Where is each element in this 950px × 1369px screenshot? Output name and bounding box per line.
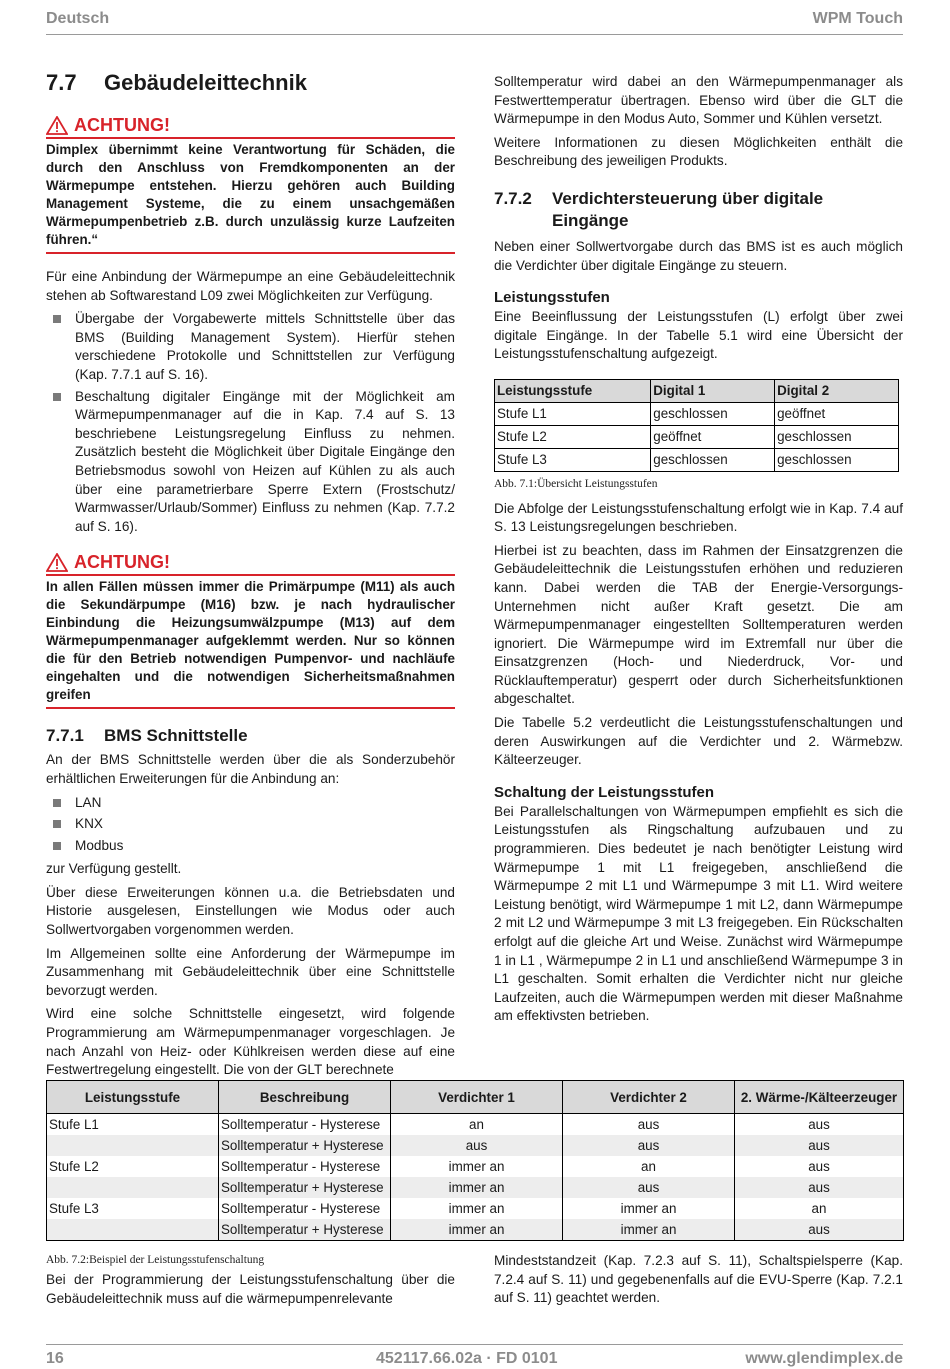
paragraph: An der BMS Schnittstelle werden über die als Sonderzubehör erhältlichen Erweiterungen für die Anbindung an: — [46, 752, 455, 786]
table-row: Stufe L1 geschlossen geöffnet — [495, 402, 899, 425]
table-row: Stufe L1 Solltemperatur - Hysterese an aus aus — [47, 1114, 904, 1136]
paragraph: Über diese Erweiterungen können u.a. die Betriebsdaten und Historie ausgelesen, Einstellungen wie Modus oder auch Sollwertvorgaben vorgenommen werden. — [46, 884, 455, 938]
figure-caption: Abb. 7.1:Übersicht Leistungsstufen — [494, 477, 658, 490]
left-column — [46, 70, 455, 1085]
paragraph: Für eine Anbindung der Wärmepumpe an eine Gebäudeleittechnik stehen ab Softwarestand L09 zwei Möglichkeiten zur Verfügung. — [46, 269, 455, 303]
paragraph: Bei Parallelschaltungen von Wärmepumpen empfiehlt es sich die Leistungsstufen als Ringschaltung aufzubauen und zu programmieren. Dies bedeutet je nach benötigter Leistung wird Wärmepumpe 1 mit L1 freigegeben, anschließend die Wärmepumpe 2 mit L1 und Wärmepumpe 3 mit L1. Wird weitere Leistung benötigt, wird Wärmepumpe 1 mit L2, dann Wärmepumpe 2 mit L2 und Wärmepumpe 3 mit L3 freigegeben. Ein Rückschalten erfolgt auf die gleiche Art und Weise. Zunächst wird Wärmepumpe 1 in L1 , Wärmepumpe 2 in L1 und anschließend Wärmepumpe 3 in L1 geschalten. Somit erhalten die Verdichter nicht nur gleiche Laufzeiten, auch die Wärmepumpen werden mit dieser Maßnahme am effektivsten betrieben. — [494, 803, 903, 1024]
website-link[interactable]: www.glendimplex.de — [745, 1350, 903, 1367]
paragraph: Eine Beeinflussung der Leistungsstufen (L) erfolgt über zwei digitale Eingänge. In der Tabelle 5.1 wird eine Übersicht der Leistungsstufenschaltung aufgezeigt. — [494, 309, 903, 362]
subheading-schaltung: Schaltung der Leistungsstufen — [494, 783, 715, 801]
list-item: Übergabe der Vorgabewerte mittels Schnittstelle über das BMS (Building Management System). Hierfür stehen verschiedene Protokolle und Schnittstellen zur Verfügung (Kap. 7.7.1 auf S. 16). — [46, 310, 455, 384]
paragraph: Neben einer Sollwertvorgabe durch das BMS ist es auch möglich die Verdichter über digitale Eingänge zu steuern. — [494, 238, 903, 273]
document-number: 452117.66.02a · FD 0101 — [376, 1350, 558, 1367]
paragraph: Im Allgemeinen sollte eine Anforderung der Wärmepumpe im Zusammenhang mit Gebäudeleittechnik über eine Schnittstelle bevorzugt werden. — [46, 945, 455, 998]
paragraph: Hierbei ist zu beachten, dass im Rahmen der Einsatzgrenzen die Gebäudeleittechnik die Leistungsstufen erhöhen und reduzieren kann. Dabei werden die TAB der Energie-Versorgungs-Unternehmen nicht außer Kraft gesetzt. Die am Wärmepumpenmanager eingestellten Solltemperaturen werden ignoriert. Die Wärmepumpe wird im Extremfall nur über die Einsatzgrenzen (Hoch- und Niederdruck, Vor- und Rücklauftemperatur) gesperrt oder durch Sicherheitsfunktionen abgeschaltet. — [494, 542, 903, 707]
warning-text: In allen Fällen müssen immer die Primärpumpe (M11) als auch die Sekundärpumpe (M16) bzw. je nach hydraulischer Einbindung die Heizungsumwälzpumpe (M13) auf dem Wärmepumpenmanager aufgeklemmt werden. Nur so können die für den Betrieb notwendigen Pumpenvor- und nachläufe eingehalten und die notwendigen Sicherheitsmaßnahmen greifen — [46, 576, 455, 709]
right-column — [494, 73, 903, 1031]
figure-caption: Abb. 7.2:Beispiel der Leistungsstufenschaltung — [46, 1254, 265, 1266]
warning-icon — [46, 553, 68, 572]
bottom-left-text — [46, 1271, 455, 1313]
bottom-right-text — [494, 1252, 903, 1313]
table-row: Stufe L3 Solltemperatur - Hysterese immer an immer an an — [47, 1198, 904, 1219]
page-header — [46, 8, 903, 35]
warning-title: ACHTUNG! — [46, 114, 455, 139]
warning-icon — [46, 116, 68, 135]
header-language: Deutsch — [46, 10, 110, 27]
paragraph: Bei der Programmierung der Leistungsstufenschaltung über die Gebäudeleittechnik muss auf die wärmepumpenrelevante — [46, 1272, 455, 1306]
paragraph: Solltemperatur wird dabei an den Wärmepumpenmanager als Festwerttemperatur übertragen. Ebenso wird über die GLT die Wärmepumpe in den Modus Auto, Sommer und Kühlen versetzt. — [494, 74, 903, 127]
warning-text: Dimplex übernimmt keine Verantwortung für Schäden, die durch den Anschluss von Fremdkomponenten an der Wärmepumpe entstehen. Hierzu gehören auch Building Management Systeme, die zu einem unsachgemäßen Wärmepumpenbetrieb z.B. durch unzulässig kurze Laufzeiten führen.“ — [46, 139, 455, 254]
table-row: Stufe L2 geöffnet geschlossen — [495, 425, 899, 448]
warning-title: ACHTUNG! — [46, 551, 455, 576]
bullet-list — [46, 310, 455, 536]
paragraph: Mindeststandzeit (Kap. 7.2.3 auf S. 11), Schaltspielsperre (Kap. 7.2.4 auf S. 11) und gegebenenfalls auf die EVU-Sperre (Kap. 7.2.1 auf S. 11) geachtet werden. — [494, 1253, 903, 1306]
table-header: Leistungsstufe — [495, 379, 651, 402]
list-item: Beschaltung digitaler Eingänge mit der Möglichkeit am Wärmepumpenmanager auf die in Kap. 7.4 auf S. 13 beschriebene Leistungsregelung Einfluss zu nehmen. Zusätzlich besteht die Möglichkeit über Digitale Eingänge den Betriebsmodus sowohl von Heizen auf Kühlen zu als auch über eine parametrierbare Sperre Extern (Frostschutz/ Warmwasser/Urlaub/Sommer) Einfluss zu nehmen (Kap. 7.7.2 auf S. 16). — [46, 388, 455, 537]
section-heading-7-7-2: 7.7.2 Verdichtersteuerung über digitale Eingänge — [494, 188, 824, 230]
table-header: Leistungsstufe — [47, 1081, 219, 1114]
table-row: Solltemperatur + Hysterese aus aus aus — [47, 1135, 904, 1156]
table-header: Verdichter 2 — [563, 1081, 735, 1114]
list-item: LAN — [46, 794, 455, 813]
section-heading-7-7-1: 7.7.1 BMS Schnittstelle — [46, 726, 248, 746]
paragraph: Die Abfolge der Leistungsstufenschaltung erfolgt wie in Kap. 7.4 auf S. 13 Leistungsregelungen beschrieben. — [494, 500, 903, 535]
table-header: Digital 1 — [651, 379, 775, 402]
table-header: 2. Wärme-/Kälteerzeuger — [735, 1081, 904, 1114]
paragraph: zur Verfügung gestellt. — [46, 861, 182, 877]
paragraph: Die Tabelle 5.2 verdeutlicht die Leistungsstufenschaltungen und deren Auswirkungen auf die Verdichter und 2. Wärmebzw. Kälteerzeuger. — [494, 715, 903, 768]
section-heading-7-7: 7.7 Gebäudeleittechnik — [46, 70, 307, 95]
page-footer — [46, 1344, 903, 1369]
table-leistungsstufen — [494, 379, 899, 472]
table-row: Stufe L2 Solltemperatur - Hysterese immer an an aus — [47, 1156, 904, 1177]
list-item: KNX — [46, 815, 455, 834]
table-header: Verdichter 1 — [391, 1081, 563, 1114]
header-product: WPM Touch — [812, 10, 903, 27]
bullet-list — [46, 794, 455, 856]
table-header: Beschreibung — [219, 1081, 391, 1114]
table-header: Digital 2 — [775, 379, 899, 402]
subheading-leistungsstufen: Leistungsstufen — [494, 289, 610, 307]
paragraph: Weitere Informationen zu diesen Möglichkeiten enthält die Beschreibung des jeweiligen Produkts. — [494, 134, 903, 169]
table-row: Solltemperatur + Hysterese immer an immer an aus — [47, 1219, 904, 1241]
page-number: 16 — [46, 1350, 64, 1367]
paragraph: Wird eine solche Schnittstelle eingesetzt, wird folgende Programmierung am Wärmepumpenmanager vorgeschlagen. Je nach Anzahl von Heiz- oder Kühlkreisen werden diese auf eine Festwertregelung eingestellt. Die von der GLT berechnete — [46, 1006, 455, 1078]
table-row: Stufe L3 geschlossen geschlossen — [495, 448, 899, 471]
table-row: Solltemperatur + Hysterese immer an aus aus — [47, 1177, 904, 1198]
table-leistungsstufenschaltung — [46, 1080, 904, 1241]
list-item: Modbus — [46, 837, 455, 856]
